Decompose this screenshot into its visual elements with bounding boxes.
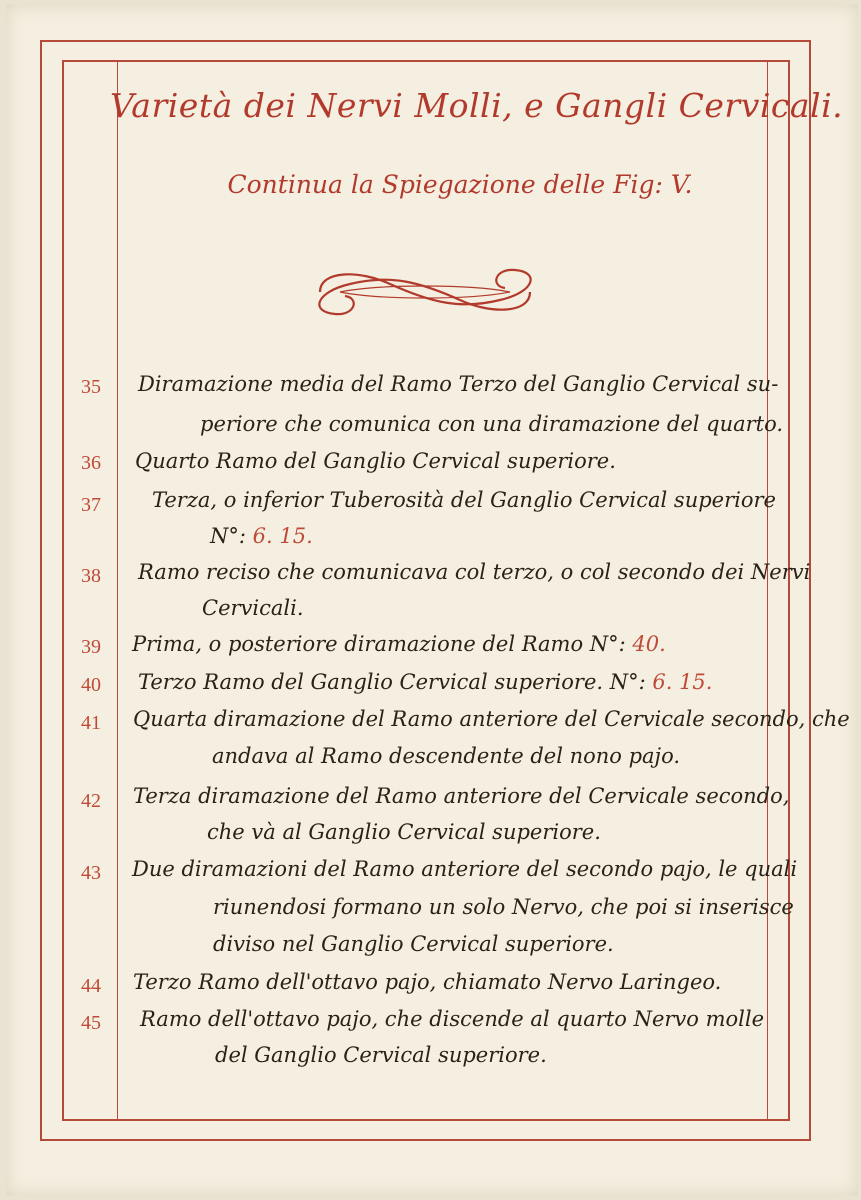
figure-reference: 6. 15. — [652, 670, 713, 694]
entry-number: 41 — [81, 712, 101, 734]
entry-line: Prima, o posteriore diramazione del Ramo N°: — [132, 632, 633, 656]
entry-line: Diramazione media del Ramo Terzo del Ganglio Cervical su- — [138, 372, 779, 396]
entry-line: Terzo Ramo dell'ottavo pajo, chiamato Nervo Laringeo. — [133, 970, 722, 994]
entry-line: Cervicali. — [202, 596, 304, 620]
entry-number: 35 — [81, 376, 101, 398]
entry-number: 38 — [81, 565, 101, 587]
entry-line-with-reference — [132, 632, 666, 656]
entry-line: che và al Ganglio Cervical superiore. — [207, 820, 601, 844]
entry-number: 44 — [81, 975, 101, 997]
entry-number: 40 — [81, 674, 101, 696]
entry-line-with-reference — [210, 524, 313, 548]
entry-line: N°: — [210, 524, 253, 548]
entry-line-with-reference — [138, 670, 712, 694]
entry-line: Quarto Ramo del Ganglio Cervical superiore. — [135, 449, 616, 473]
page-subtitle: Continua la Spiegazione delle Fig: V. — [227, 170, 693, 199]
figure-reference: 40. — [632, 632, 666, 656]
entry-number: 43 — [81, 862, 101, 884]
entry-line: Terza diramazione del Ramo anteriore del Cervicale secondo, — [133, 784, 790, 808]
page-title: Varietà dei Nervi Molli, e Gangli Cervicali. — [110, 86, 844, 125]
entry-line: andava al Ramo descendente del nono pajo. — [212, 744, 681, 768]
entry-line: riunendosi formano un solo Nervo, che poi si inserisce — [213, 895, 794, 919]
entry-number: 42 — [81, 790, 101, 812]
entry-line: Quarta diramazione del Ramo anteriore del Cervicale secondo, che — [133, 707, 850, 731]
entry-line: Due diramazioni del Ramo anteriore del secondo pajo, le quali — [132, 857, 798, 881]
entry-line: Terzo Ramo del Ganglio Cervical superiore. N°: — [138, 670, 653, 694]
calligraphic-flourish-ornament — [300, 262, 550, 322]
entry-line: Ramo reciso che comunicava col terzo, o col secondo dei Nervi — [138, 560, 811, 584]
entry-line: periore che comunica con una diramazione del quarto. — [200, 412, 784, 436]
entry-line: del Ganglio Cervical superiore. — [215, 1043, 547, 1067]
entry-number: 39 — [81, 636, 101, 658]
entry-number: 36 — [81, 452, 101, 474]
entry-line: Terza, o inferior Tuberosità del Ganglio Cervical superiore — [152, 488, 776, 512]
entry-number: 45 — [81, 1012, 101, 1034]
inner-border — [62, 60, 844, 1121]
entry-line: Ramo dell'ottavo pajo, che discende al quarto Nervo molle — [140, 1007, 765, 1031]
left-margin-rule — [117, 60, 118, 1121]
entry-line: diviso nel Ganglio Cervical superiore. — [213, 932, 614, 956]
right-margin-rule — [767, 60, 768, 1121]
figure-reference: 6. 15. — [252, 524, 313, 548]
entry-number: 37 — [81, 494, 101, 516]
